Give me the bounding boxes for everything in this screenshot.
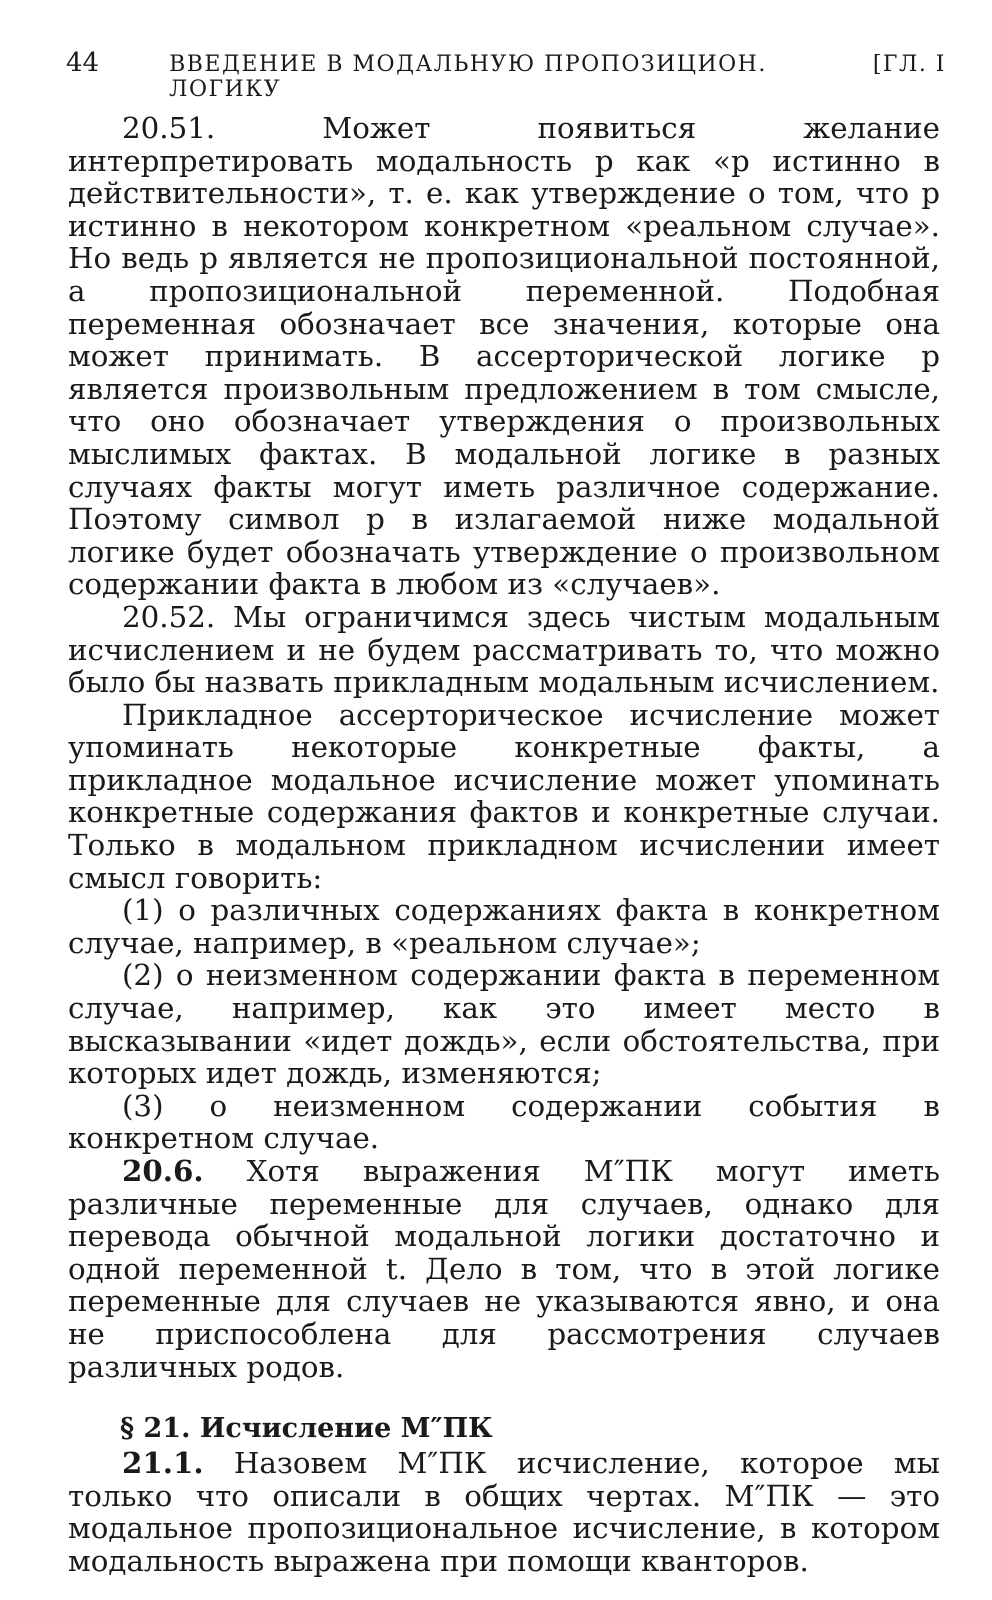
paragraph-text: Мы ограничимся здесь чистым модальным исчислением и не будем рассматривать то, что можно было бы назвать прикладным модальным исчислением. (68, 599, 940, 700)
running-header (66, 48, 946, 102)
chapter-marker: [ГЛ. I (872, 52, 946, 77)
page-number: 44 (66, 48, 100, 78)
list-number: (1) (122, 893, 164, 928)
paragraph-number: 21.1. (122, 1445, 204, 1481)
list-text: о неизменном содержании факта в переменном случае, например, как это имеет место в высказывании «идет дождь», если обстоятельства, при которых идет дождь, изменяются; (68, 958, 940, 1091)
paragraph-number: 20.52. (122, 599, 216, 634)
running-title: ВВЕДЕНИЕ В МОДАЛЬНУЮ ПРОПОЗИЦИОН. ЛОГИКУ (169, 52, 767, 102)
paragraph-21-1 (68, 1447, 940, 1577)
paragraph-text: Назовем M″ПК исчисление, которое мы только что описали в общих чертах. M″ПК — это модальное пропозициональное исчисление, в котором модальность выражена при помощи кванторов. (68, 1446, 940, 1578)
list-item-3 (68, 1090, 940, 1155)
list-text: о различных содержаниях факта в конкретном случае, например, в «реальном случае»; (68, 893, 940, 960)
paragraph-20-51 (68, 112, 940, 601)
list-number: (2) (122, 958, 164, 993)
list-number: (3) (122, 1088, 164, 1123)
paragraph-number: 20.51. (122, 111, 216, 145)
list-text: о неизменном содержании события в конкретном случае. (68, 1088, 940, 1156)
page-body (68, 112, 940, 1578)
paragraph-text: Прикладное ассерторическое исчисление может упоминать некоторые конкретные факты, а прикладное модальное исчисление может упоминать конкретные содержания фактов и конкретные случаи. Только в модальном прикладном исчислении имеет смысл говорить: (68, 697, 940, 895)
list-item-2 (68, 959, 940, 1089)
section-heading: § 21. Исчисление M″ПК (120, 1413, 493, 1445)
list-item-1 (68, 894, 940, 959)
paragraph-text: Может появиться желание интерпретировать модальность p как «p истинно в действительности», т. е. как утверждение о том, что p истинно в некотором конкретном «реальном случае». Но ведь p является не пропозициональной постоянной, а пропозициональной переменной. Подобная переменная обозначает все значения, которые она может принимать. В ассерторической логике p является произвольным предложением в том смысле, что оно обозначает утверждения о произвольных мыслимых фактах. В модальной логике в разных случаях факты могут иметь различное содержание. Поэтому символ p в излагаемой ниже модальной логике будет обозначать утверждение о произвольном содержании факта в любом из «случаев». (68, 111, 940, 602)
paragraph-applied-calculus (68, 699, 940, 895)
paragraph-number: 20.6. (122, 1153, 204, 1188)
paragraph-20-6 (68, 1155, 940, 1383)
paragraph-text: Хотя выражения M″ПК могут иметь различные переменные для случаев, однако для перевода обычной модальной логики достаточно и одной переменной t. Дело в том, что в этой логике переменные для случаев не указываются явно, и она не приспособлена для рассмотрения случаев различных родов. (68, 1154, 940, 1384)
paragraph-20-52 (68, 601, 940, 699)
